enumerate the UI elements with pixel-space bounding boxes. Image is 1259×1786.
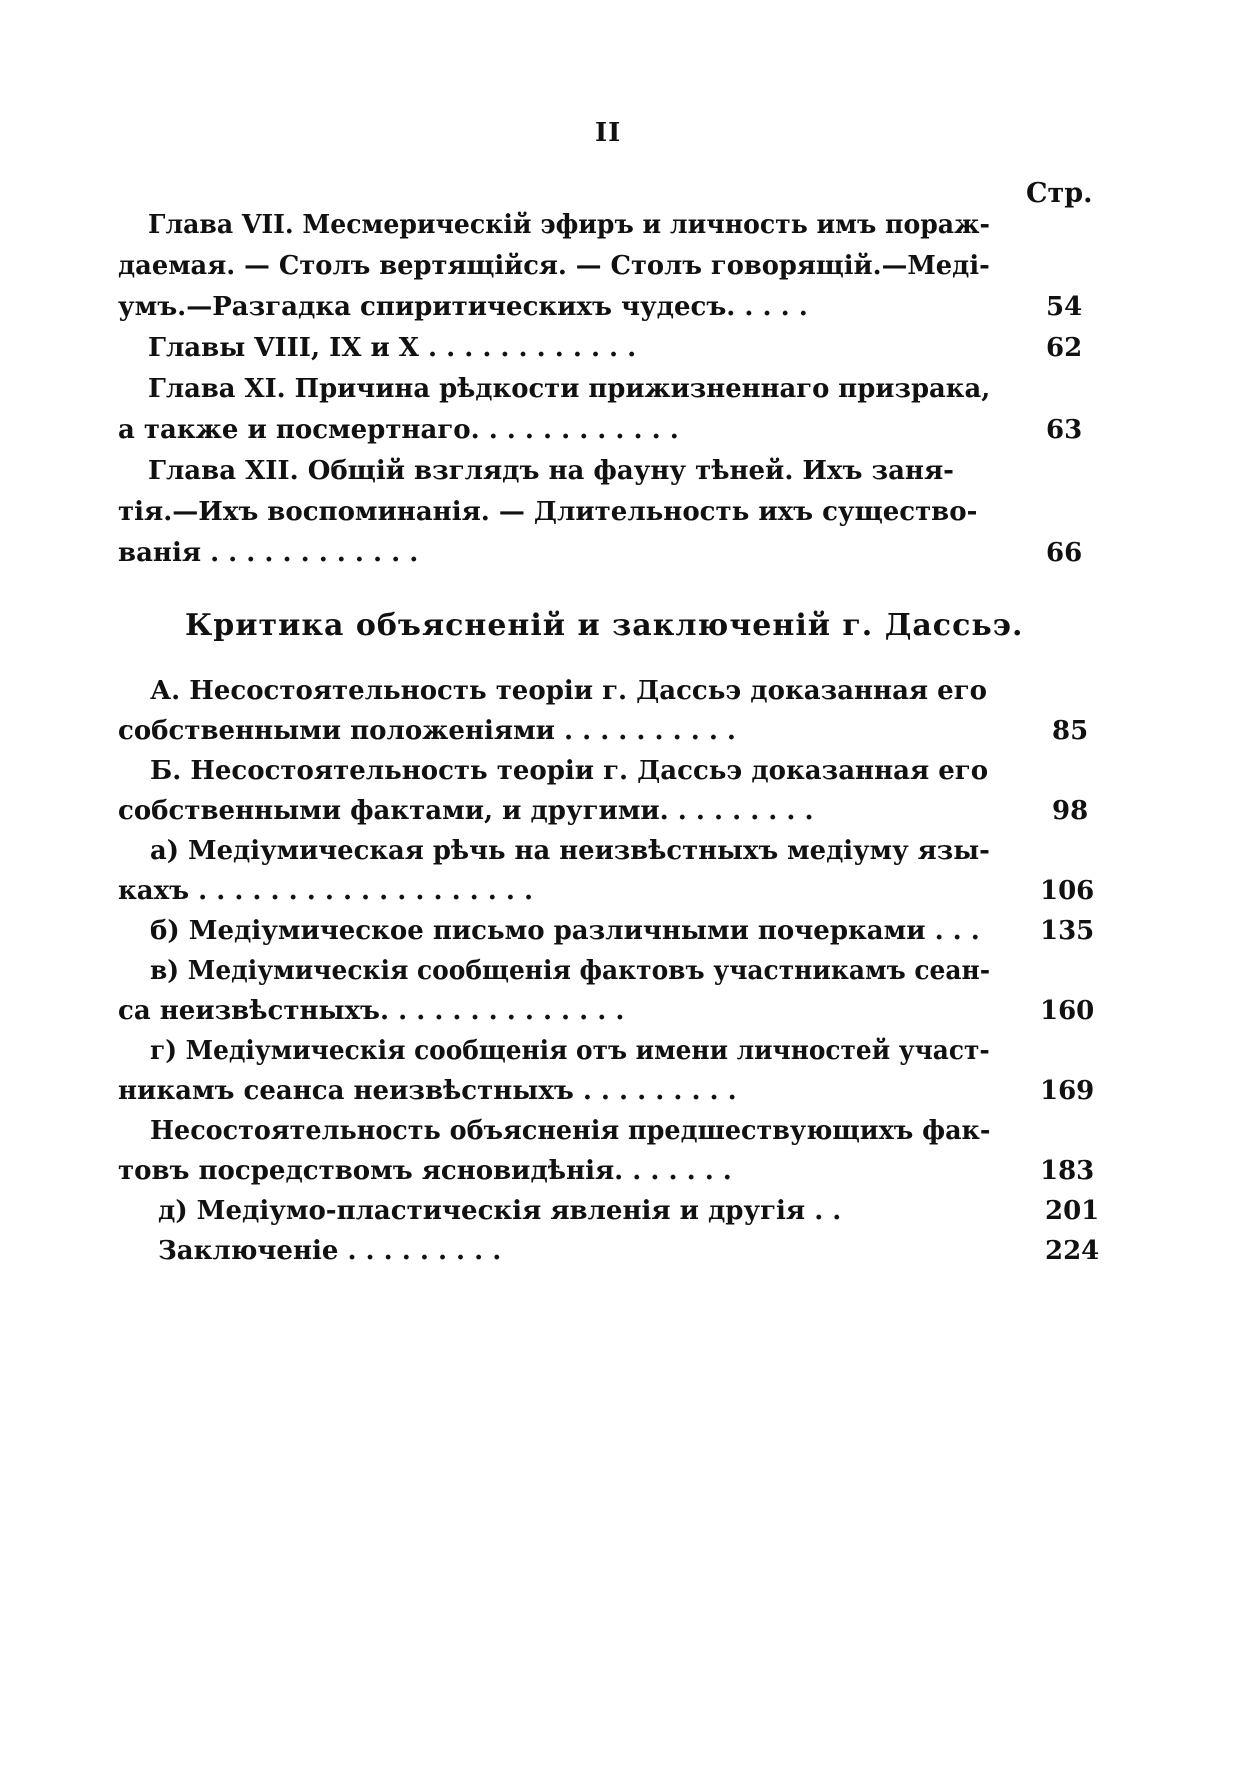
toc-page-number: 85 — [1052, 716, 1089, 746]
toc-page-number: 169 — [1040, 1076, 1095, 1106]
toc-page-number: 62 — [1046, 333, 1083, 363]
toc-line: Заключеніе . . . . . . . . . — [158, 1236, 502, 1266]
toc-page-number: 54 — [1046, 292, 1083, 322]
toc-line: даемая. — Столъ вертящійся. — Столъ говорящій.—Меді- — [118, 251, 990, 281]
toc-line: Б. Несостоятельность теоріи г. Дассьэ доказанная его — [150, 756, 989, 786]
toc-page-number: 63 — [1046, 415, 1083, 445]
toc-line: Глава XII. Общій взглядъ на фауну тѣней. Ихъ заня- — [148, 456, 954, 486]
toc-page-number: 201 — [1045, 1196, 1100, 1226]
toc-line: са неизвѣстныхъ. . . . . . . . . . . . . . — [118, 996, 625, 1026]
toc-page-number: 66 — [1046, 538, 1083, 568]
toc-line: никамъ сеанса неизвѣстныхъ . . . . . . . . . — [118, 1076, 737, 1106]
toc-line: Главы VIII, IX и X . . . . . . . . . . . . — [148, 333, 637, 363]
toc-line: тія.—Ихъ воспоминанія. — Длительность ихъ существо- — [118, 497, 978, 527]
toc-page-number: 224 — [1045, 1236, 1100, 1266]
toc-line: а также и посмертнаго. . . . . . . . . . . . — [118, 415, 679, 445]
toc-line: собственными фактами, и другими. . . . . . . . . — [118, 796, 814, 826]
toc-line: Глава VII. Месмерическій эфиръ и личность имъ пораж- — [148, 210, 990, 240]
toc-line: д) Медіумо-пластическія явленія и другія . . — [158, 1196, 842, 1226]
toc-line: ванія . . . . . . . . . . . . — [118, 538, 419, 568]
toc-line: г) Медіумическія сообщенія отъ имени личностей участ- — [150, 1036, 990, 1066]
toc-line: б) Медіумическое письмо различными почерками . . . — [150, 916, 980, 946]
toc-line: умъ.—Разгадка спиритическихъ чудесъ. . . . . — [118, 292, 808, 322]
toc-line: А. Несостоятельность теоріи г. Дассьэ доказанная его — [150, 676, 987, 706]
toc-page-number: 183 — [1040, 1156, 1095, 1186]
toc-line: в) Медіумическія сообщенія фактовъ участникамъ сеан- — [150, 956, 991, 986]
toc-page-number: 98 — [1052, 796, 1089, 826]
section-title: Критика объясненій и заключеній г. Дассьэ. — [185, 608, 1024, 643]
toc-page-number: 106 — [1040, 876, 1095, 906]
toc-page-number: 160 — [1040, 996, 1095, 1026]
toc-line: Глава XI. Причина рѣдкости прижизненнаго призрака, — [148, 374, 991, 404]
toc-line: собственными положеніями . . . . . . . . . . — [118, 716, 736, 746]
toc-line: Несостоятельность объясненія предшествующихъ фак- — [150, 1116, 991, 1146]
toc-page-number: 135 — [1040, 916, 1095, 946]
toc-line: кахъ . . . . . . . . . . . . . . . . . . . — [118, 876, 534, 906]
page-column-label: Стр. — [1026, 178, 1093, 209]
toc-line: товъ посредствомъ ясновидѣнія. . . . . . . — [118, 1156, 732, 1186]
toc-line: а) Медіумическая рѣчь на неизвѣстныхъ медіуму язы- — [150, 836, 990, 866]
page-number: II — [595, 118, 622, 148]
